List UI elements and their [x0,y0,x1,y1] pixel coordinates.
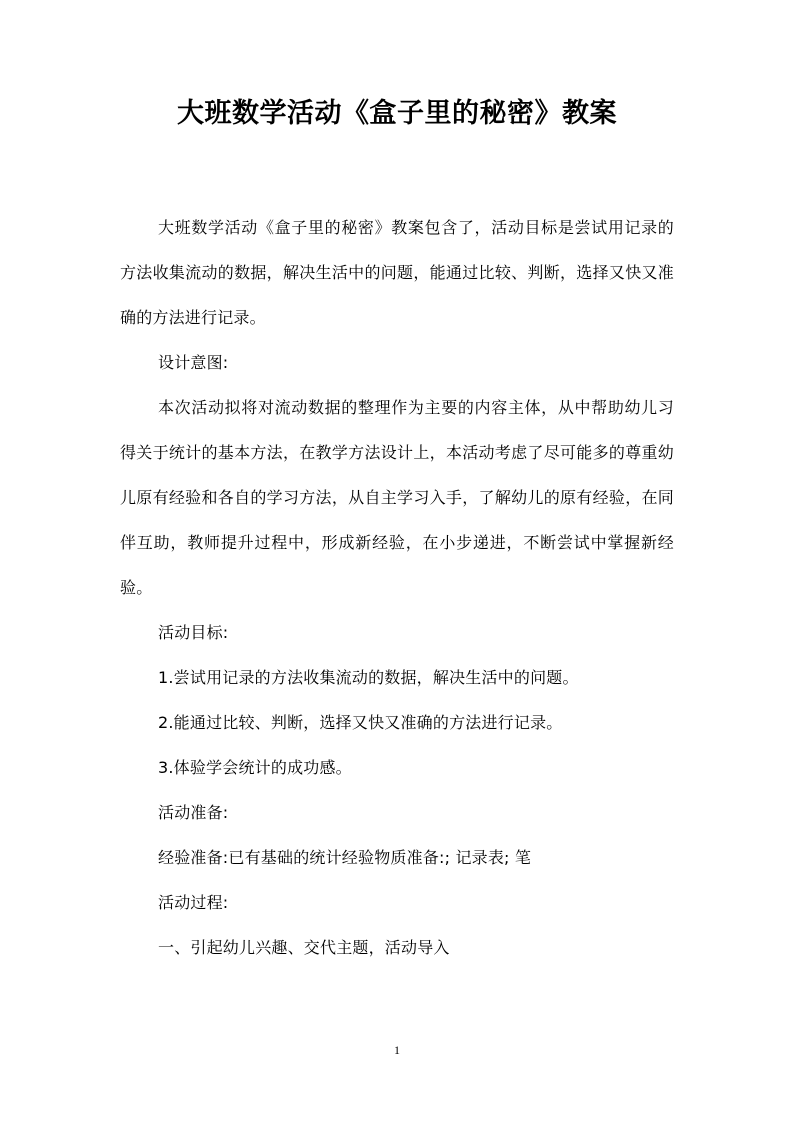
preparation-paragraph: 经验准备:已有基础的统计经验物质准备:; 记录表; 笔 [158,848,532,867]
goal-item-2: 2.能通过比较、判断，选择又快又准确的方法进行记录。 [158,713,563,732]
document-title: 大班数学活动《盒子里的秘密》教案 [177,98,617,129]
design-intent-heading: 设计意图: [158,353,229,372]
process-step-1: 一、引起幼儿兴趣、交代主题，活动导入 [158,938,450,957]
page-number: 1 [394,1043,400,1057]
activity-process-heading: 活动过程: [158,893,229,912]
document-body [120,205,674,970]
design-intent-paragraph: 本次活动拟将对流动数据的整理作为主要的内容主体，从中帮助幼儿习得关于统计的基本方法，在教学方法设计上，本活动考虑了尽可能多的尊重幼儿原有经验和各自的学习方法，从自主学习入手，了解幼儿的原有经验，在同伴互助，教师提升过程中，形成新经验，在小步递进，不断尝试中掌握新经验。 [120,398,674,597]
activity-preparation-heading: 活动准备: [158,803,229,822]
activity-goals-heading: 活动目标: [158,623,229,642]
goal-item-3: 3.体验学会统计的成功感。 [158,758,352,777]
goal-item-1: 1.尝试用记录的方法收集流动的数据，解决生活中的问题。 [158,668,579,687]
intro-paragraph: 大班数学活动《盒子里的秘密》教案包含了，活动目标是尝试用记录的方法收集流动的数据，解决生活中的问题，能通过比较、判断，选择又快又准确的方法进行记录。 [120,218,674,327]
